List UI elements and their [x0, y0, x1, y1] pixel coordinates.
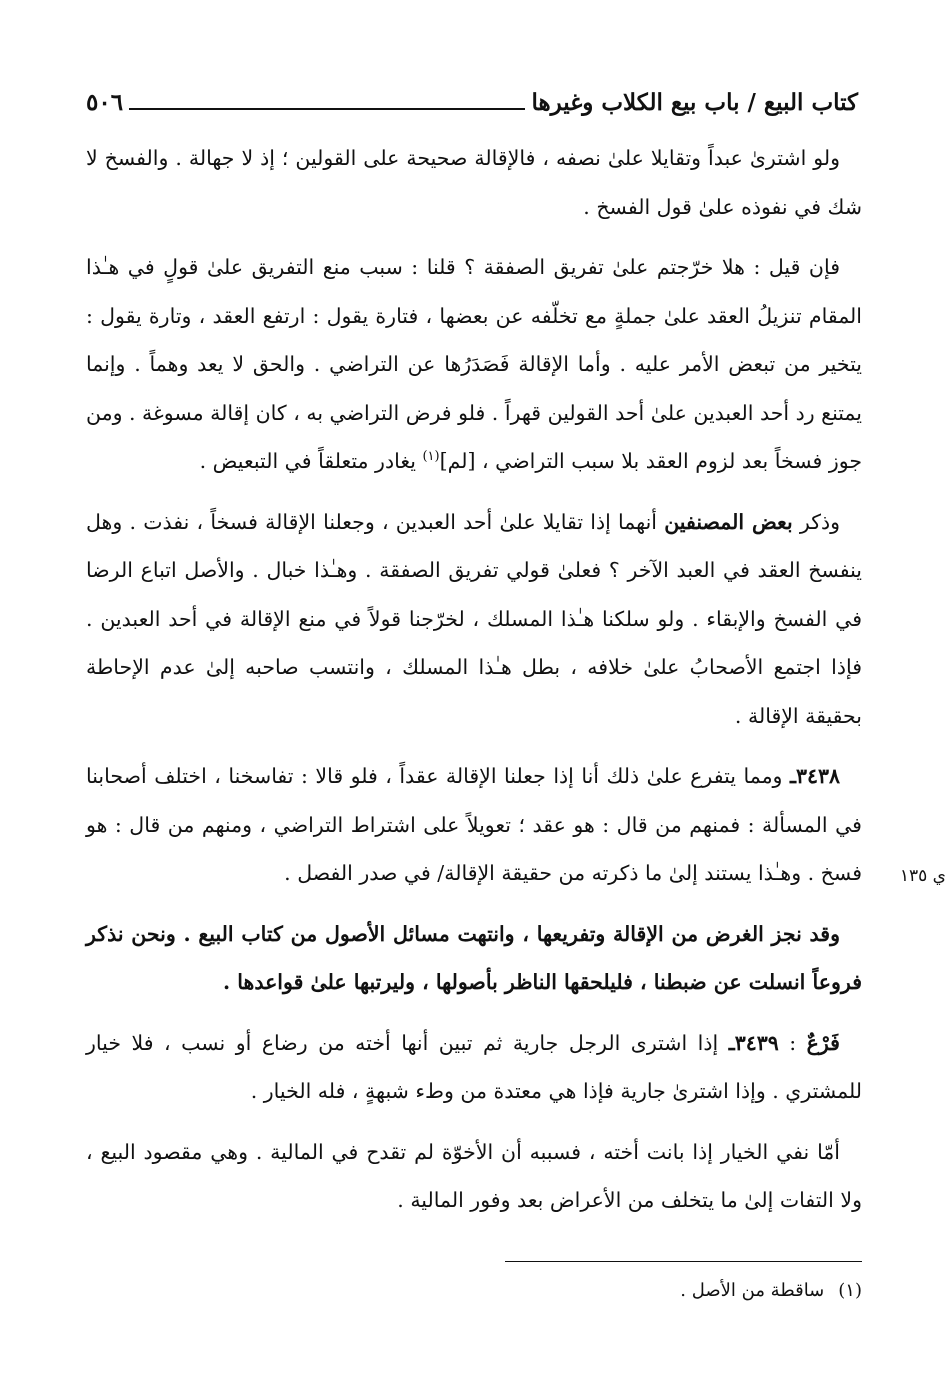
footnote-text: ساقطة من الأصل .	[680, 1280, 825, 1301]
paragraph-5-text: وقد نجز الغرض من الإقالة وتفريعها ، وانتهت مسائل الأصول من كتاب البيع . ونحن نذكر فروعاً انسلت عن ضبطنا ، فليلحقها الناظر بأصولها ، وليرتبها علىٰ قواعدها .	[86, 921, 862, 994]
paragraph-3-rest: أنهما إذا تقايلا علىٰ أحد العبدين ، وجعلنا الإقالة فسخاً ، نفذت . وهل ينفسخ العقد في العبد الآخر ؟ فعلىٰ قولي تفريق الصفقة . وهـٰذا خبال . والأصل اتباع الرضا في الفسخ والإبقاء . ولو سلكنا هـٰذا المسلك ، لخرّجنا قولاً في منع الإقالة في أحد العبدين . فإذا اجتمع الأصحابُ علىٰ خلافه ، بطل هـٰذا المسلك ، وانتسب صاحبه إلىٰ عدم الإحاطة بحقيقة الإقالة .	[86, 509, 862, 728]
footnote-mark: (١)	[838, 1280, 862, 1301]
paragraph-1	[86, 134, 862, 231]
paragraph-2-text: فإن قيل : هلا خرّجتم علىٰ تفريق الصفقة ؟ قلنا : سبب منع التفريق علىٰ قولٍ في هـٰذا المقام تنزيلُ العقد علىٰ جملةٍ مع تخلّفه عن بعضها ، فتارة يقول : ارتفع العقد ، وتارة يقول : يتخير من تبعض الأمر عليه . وأما الإقالة فَصَدَرُها عن التراضي . والحق لا يعد وهماً . وإنما يمتنع رد أحد العبدين علىٰ أحد القولين قهراً . فلو فرض التراضي به ، كان إقالة مسوغة . ومن جوز فسخاً بعد لزوم العقد بلا سبب التراضي ، [لم]	[86, 255, 862, 473]
header-rule	[129, 108, 525, 110]
main-text	[86, 134, 862, 1237]
paragraph-7	[86, 1128, 862, 1225]
paragraph-1-text: ولو اشترىٰ عبداً وتقايلا علىٰ نصفه ، فالإقالة صحيحة على القولين ؛ إذ لا جهالة . والفسخ لا شك في نفوذه علىٰ قول الفسخ .	[86, 146, 862, 219]
paragraph-4-text: ومما يتفرع علىٰ ذلك أنا إذا جعلنا الإقالة عقداً ، فلو قالا : تفاسخنا ، اختلف أصحابنا في المسألة : فمنهم من قال : هو عقد ؛ تعويلاً على اشتراط التراضي ، ومنهم من قال : هو فسخ . وهـٰذا يستند إلىٰ ما ذكرته من حقيقة الإقالة/ في صدر الفصل .	[86, 764, 862, 885]
page-header	[86, 84, 858, 120]
issue-number-3438: ٣٤٣٨ـ	[789, 764, 840, 788]
footnote	[86, 1280, 862, 1301]
issue-number-3439: ٣٤٣٩ـ	[728, 1030, 779, 1055]
paragraph-3-bold: بعض المصنفين	[664, 509, 793, 534]
paragraph-6	[86, 1019, 862, 1116]
paragraph-7-text: أمّا نفي الخيار إذا بانت أخته ، فسببه أن الأخوّة لم تقدح في المالية . وهي مقصود البيع ، ولا التفات إلىٰ ما يتخلف من الأعراض بعد وفور المالية .	[86, 1139, 862, 1212]
margin-manuscript-reference: ي ١٣٥	[899, 866, 946, 886]
page-number: ٥٠٦	[86, 88, 124, 116]
footnote-reference: (١)	[422, 449, 440, 465]
paragraph-3-lead: وذكر	[792, 509, 840, 534]
far-separator: :	[778, 1030, 807, 1055]
paragraph-5	[86, 910, 862, 1007]
running-title: كتاب البيع / باب بيع الكلاب وغيرها	[531, 88, 858, 116]
paragraph-6-text: إذا اشترى الرجل جارية ثم تبين أنها أخته من رضاع أو نسب ، فلا خيار للمشتري . وإذا اشترىٰ جارية فإذا هي معتدة من وطء شبهةٍ ، فله الخيار .	[86, 1030, 862, 1103]
paragraph-4	[86, 752, 862, 898]
footnote-divider	[505, 1261, 862, 1262]
far-label: فَرْعٌ	[806, 1030, 840, 1055]
paragraph-2	[86, 243, 862, 486]
paragraph-2-tail: يغادر متعلقاً في التبعيض .	[199, 449, 423, 473]
paragraph-3	[86, 498, 862, 741]
